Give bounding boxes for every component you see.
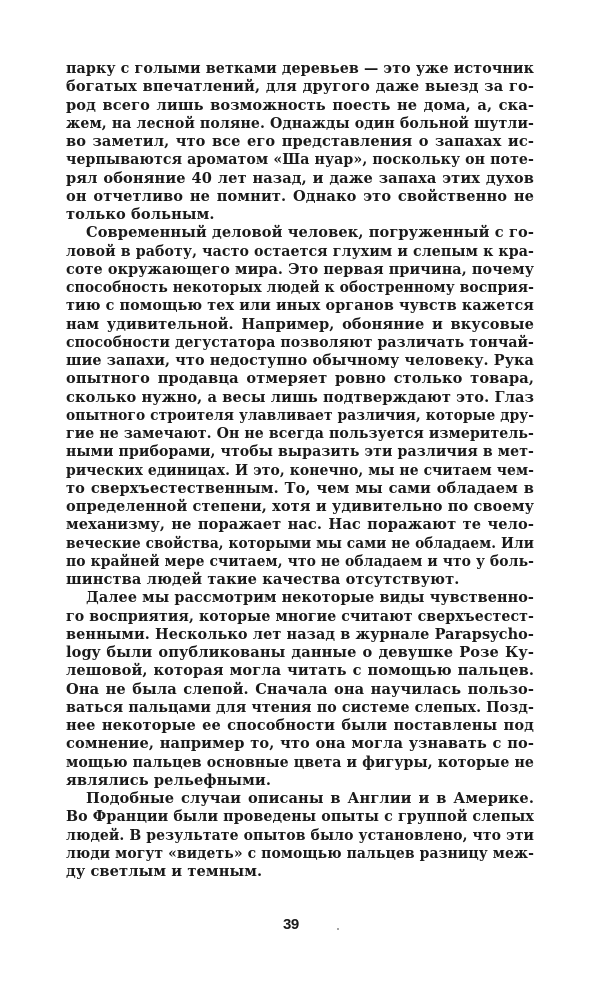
text-line: рических единицах. И это, конечно, мы не считаем чем- (66, 461, 534, 479)
text-line: он отчетливо не помнит. Однако это свойственно не (66, 187, 534, 205)
text-line: опытного продавца отмеряет ровно столько товара, (66, 370, 534, 388)
text-line: Далее мы рассмотрим некоторые виды чувственно- (86, 589, 534, 607)
text-line: богатых впечатлений, для другого даже выезд за го- (66, 78, 534, 96)
text-line: го восприятия, которые многие считают сверхъестест- (66, 607, 534, 625)
text-line: тию с помощью тех или иных органов чувств кажется (66, 297, 534, 315)
text-line: парку с голыми ветками деревьев — это уже источник (66, 60, 534, 77)
text-line: люди могут «видеть» с помощью пальцев разницу меж- (66, 844, 534, 862)
text-line: мощью пальцев основные цвета и фигуры, которые не (66, 753, 534, 771)
text-line: только больным. (66, 206, 215, 223)
page-number: 39 (283, 916, 299, 933)
text-line: ваться пальцами для чтения по системе слепых. Позд- (66, 698, 534, 716)
text-line: то сверхъестественным. То, чем мы сами обладаем в (66, 479, 534, 497)
text-line: жем, на лесной поляне. Однажды один больной шутли- (66, 114, 534, 132)
text-line: способности дегустатора позволяют различать тончай- (66, 333, 534, 351)
text-line: во заметил, что все его представления о запахах ис- (66, 133, 534, 150)
paragraph (66, 589, 534, 790)
text-line: являлись рельефными. (66, 771, 272, 789)
text-line: Она не была слепой. Сначала она научилась пользо- (66, 680, 534, 698)
text-line: механизму, не поражает нас. Нас поражают те чело- (66, 516, 534, 534)
text-line: нее некоторые ее способности были поставлены под (66, 717, 534, 734)
text-line: сколько нужно, а весы лишь подтверждают это. Глаз (66, 388, 534, 406)
scan-speck (337, 928, 339, 930)
text-line: Во Франции были проведены опыты с группой слепых (66, 808, 534, 826)
text-line: опытного строителя улавливает различия, которые дру- (66, 406, 534, 424)
text-line: определенной степени, хотя и удивительно по своему (66, 498, 534, 515)
text-line: сомнение, например то, что она могла узнавать с по- (66, 735, 534, 753)
text-line: ду светлым и темным. (66, 863, 263, 880)
text-line: Подобные случаи описаны в Англии и в Америке. (86, 790, 534, 807)
text-line: шинства людей такие качества отсутствуют. (66, 571, 460, 588)
text-line: лешовой, которая могла читать с помощью пальцев. (66, 662, 534, 680)
text-line: веческие свойства, которыми мы сами не обладаем. Или (66, 534, 534, 552)
text-line: черпываются ароматом «Ша нуар», поскольку он поте- (66, 151, 534, 169)
text-line: венными. Несколько лет назад в журнале Parapsycho- (66, 625, 534, 643)
text-line: способность некоторых людей к обостренному восприя- (66, 279, 534, 296)
text-line: по крайней мере считаем, что не обладаем и что у боль- (66, 552, 534, 570)
text-line: ловой в работу, часто остается глухим и слепым к кра- (66, 242, 534, 260)
text-line: гие не замечают. Он не всегда пользуется измеритель- (66, 425, 534, 442)
text-line: соте окружающего мира. Это первая причина, почему (66, 260, 534, 278)
book-page-text (66, 60, 534, 881)
text-line: ными приборами, чтобы выразить эти различия в мет- (66, 443, 534, 461)
text-line: шие запахи, что недоступно обычному человеку. Рука (66, 352, 534, 369)
paragraph (66, 224, 534, 589)
text-line: нам удивительной. Например, обоняние и вкусовые (66, 315, 534, 333)
paragraph (66, 60, 534, 224)
paragraph (66, 790, 534, 881)
text-line: Современный деловой человек, погруженный с го- (86, 224, 534, 242)
text-line: рял обоняние 40 лет назад, и даже запаха этих духов (66, 169, 534, 187)
text-line: logy были опубликованы данные о девушке Розе Ку- (66, 644, 534, 661)
text-line: род всего лишь возможность поесть не дома, а, ска- (66, 96, 534, 114)
text-line: людей. В результате опытов было установлено, что эти (66, 826, 534, 844)
